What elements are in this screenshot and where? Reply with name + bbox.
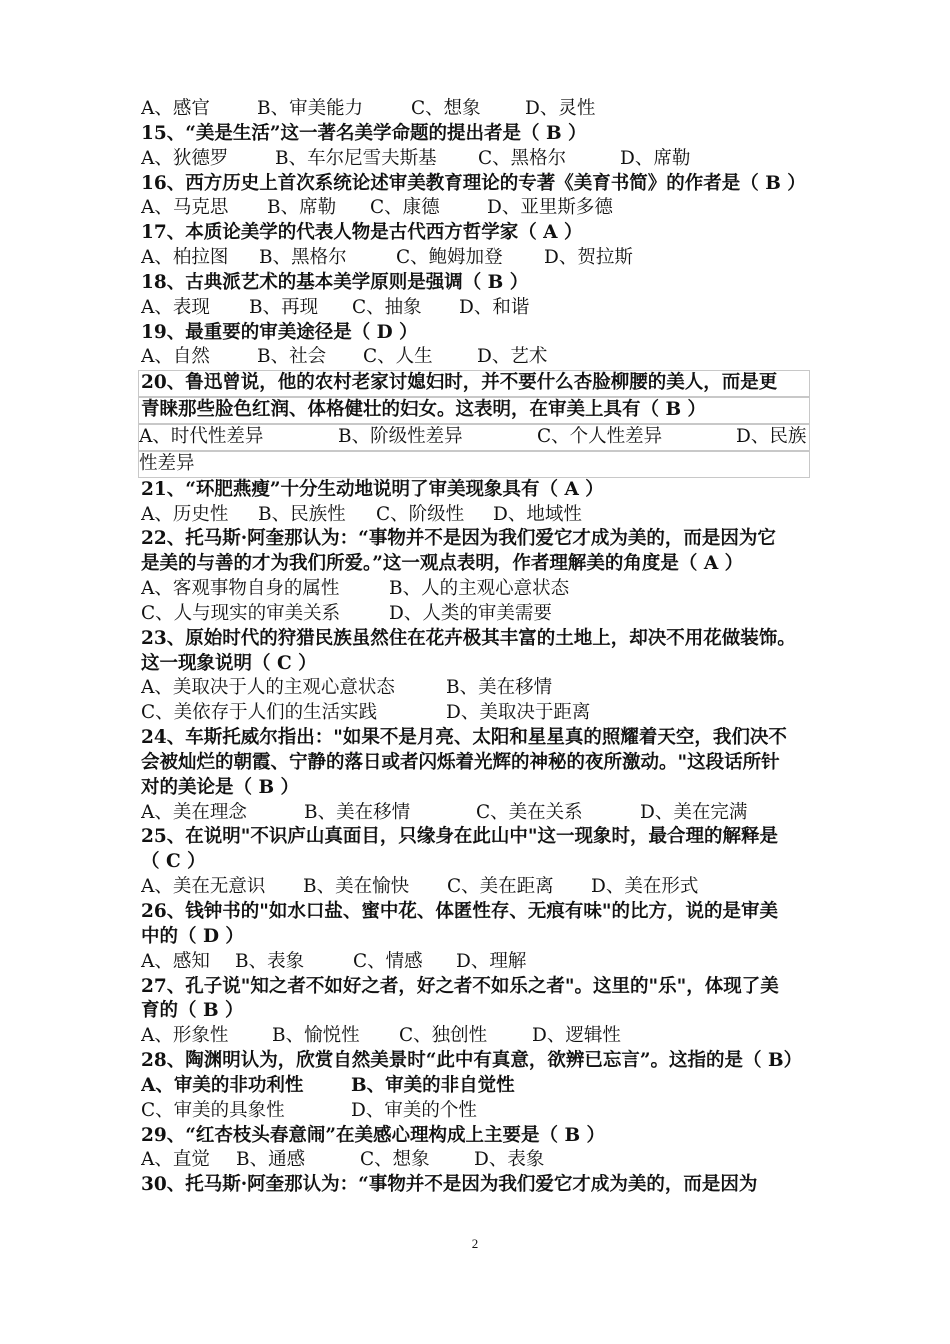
question-text: 27、孔子说"知之者不如好之者，好之者不如乐之者"。这里的"乐"，体现了美 [141, 975, 779, 997]
option-item: D、理解 [456, 950, 527, 972]
question-text: 18、古典派艺术的基本美学原则是强调（ B ） [141, 271, 529, 293]
option-item: D、美在完满 [640, 801, 748, 823]
options-line [141, 503, 816, 528]
options-line [141, 246, 816, 271]
option-item: C、美依存于人们的生活实践 [141, 702, 378, 724]
options-line [138, 451, 810, 478]
page-number: 2 [471, 1236, 479, 1251]
question-text: 23、原始时代的狩猎民族虽然住在花卉极其丰富的土地上，却决不用花做装饰。 [141, 627, 796, 649]
option-item: B、表象 [235, 950, 305, 972]
option-item: C、人生 [363, 346, 433, 368]
option-item: B、审美能力 [257, 98, 364, 119]
question-text: 中的（ D ） [141, 925, 244, 947]
option-item: A、自然 [141, 346, 210, 368]
option-item: A、美在无意识 [141, 876, 266, 898]
question-text: 是美的与善的才为我们所爱。”这一观点表明，作者理解美的角度是（ A ） [141, 553, 744, 575]
option-item: D、美取决于距离 [446, 702, 591, 724]
option-item: D、美在形式 [591, 876, 699, 898]
options-line [138, 424, 810, 451]
option-item: B、通感 [236, 1149, 306, 1171]
option-item: B、黑格尔 [259, 247, 347, 269]
question-text: 25、在说明"不识庐山真面目，只缘身在此山中"这一现象时，最合理的解释是 [141, 826, 779, 848]
question-text: 26、钱钟书的"如水口盐、蜜中花、体匿性存、无痕有味"的比方，说的是审美 [141, 901, 779, 922]
option-item: B、席勒 [267, 197, 337, 219]
question-text: 29、“红杏枝头春意闹”在美感心理构成上主要是（ B ） [141, 1124, 606, 1146]
question-text: 28、陶渊明认为，欣赏自然美景时“此中有真意，欲辨已忘言”。这指的是（ B） [141, 1050, 803, 1072]
option-item: D、地域性 [493, 503, 582, 525]
options-line [141, 1024, 816, 1049]
options-line [141, 1074, 816, 1099]
option-item: A、历史性 [141, 503, 229, 525]
options-line [141, 296, 816, 321]
option-item: D、和谐 [459, 296, 530, 318]
options-line [141, 1148, 816, 1173]
option-item: C、审美的具象性 [141, 1099, 285, 1121]
option-item: D、人类的审美需要 [389, 602, 552, 624]
option-item: C、想象 [411, 98, 481, 119]
option-item: A、客观事物自身的属性 [141, 578, 340, 600]
option-item: A、马克思 [141, 197, 229, 219]
options-line [141, 950, 816, 975]
option-item: D、民族 [736, 425, 807, 447]
option-item: D、审美的个性 [351, 1099, 477, 1121]
options-line [141, 801, 816, 826]
question-text: 19、最重要的审美途径是（ D ） [141, 321, 418, 343]
option-item: B、美在移情 [304, 801, 411, 823]
option-item: C、独创性 [399, 1025, 488, 1047]
options-line [141, 345, 816, 370]
question-text: 16、西方历史上首次系统论述审美教育理论的专著《美育书简》的作者是（ B ） [141, 172, 806, 194]
question-text: 会被灿烂的朝霞、宁静的落日或者闪烁着光辉的神秘的夜所激动。"这段话所针 [141, 751, 780, 773]
question-text: 17、本质论美学的代表人物是古代西方哲学家（ A ） [141, 222, 583, 244]
option-item: C、情感 [353, 950, 423, 972]
question-text: 30、托马斯·阿奎那认为：“事物并不是因为我们爱它才成为美的，而是因为 [141, 1174, 758, 1196]
option-item: A、直觉 [141, 1149, 210, 1171]
question-list [141, 97, 816, 1198]
question-text: 15、“美是生活”这一著名美学命题的提出者是（ B ） [141, 122, 587, 144]
option-item: 性差异 [139, 452, 195, 474]
options-line [141, 875, 816, 900]
option-item: C、鲍姆加登 [396, 247, 503, 269]
option-item: B、愉悦性 [272, 1025, 360, 1047]
options-line [141, 701, 816, 726]
options-line [141, 602, 816, 627]
options-line [141, 1099, 816, 1124]
option-item: B、车尔尼雪夫斯基 [275, 147, 437, 169]
option-item: C、个人性差异 [537, 425, 663, 447]
option-item: B、人的主观心意状态 [389, 578, 570, 600]
options-line [141, 676, 816, 701]
options-line [141, 147, 816, 172]
option-item: A、美在理念 [141, 801, 247, 823]
option-item: D、表象 [474, 1149, 545, 1171]
question-text: （ C ） [141, 851, 206, 873]
option-item: A、表现 [141, 296, 210, 318]
options-line [141, 97, 816, 122]
option-item: A、狄德罗 [141, 147, 229, 169]
option-item: C、黑格尔 [478, 147, 567, 169]
option-item: A、感知 [141, 950, 210, 972]
option-item: A、感官 [141, 98, 210, 119]
question-text: 21、“环肥燕瘦”十分生动地说明了审美现象具有（ A ） [141, 478, 604, 500]
option-item: C、美在关系 [476, 801, 583, 823]
question-text: 24、车斯托威尔指出："如果不是月亮、太阳和星星真的照耀着天空，我们决不 [141, 727, 787, 749]
option-item: D、贺拉斯 [544, 247, 633, 269]
option-item: A、美取决于人的主观心意状态 [141, 677, 395, 699]
option-item: B、民族性 [258, 503, 346, 525]
option-item: A、时代性差异 [139, 425, 264, 447]
option-item: B、社会 [257, 346, 327, 368]
option-item: B、美在愉快 [303, 876, 410, 898]
question-text: 对的美论是（ B ） [141, 776, 300, 798]
option-item: B、阶级性差异 [338, 425, 463, 447]
option-item: B、美在移情 [446, 677, 553, 699]
option-item: C、阶级性 [376, 503, 465, 525]
option-item: C、想象 [360, 1149, 430, 1171]
option-item: D、席勒 [620, 147, 691, 169]
option-item: C、康德 [370, 197, 440, 219]
option-item: A、形象性 [141, 1025, 229, 1047]
question-text: 20、鲁迅曾说，他的农村老家讨媳妇时，并不要什么杏脸柳腰的美人，而是更 [138, 370, 810, 397]
options-line [141, 577, 816, 602]
question-text: 22、托马斯·阿奎那认为：“事物并不是因为我们爱它才成为美的，而是因为它 [141, 528, 776, 550]
question-text: 这一现象说明（ C ） [141, 652, 317, 674]
option-item: D、灵性 [525, 98, 596, 119]
option-item: B、再现 [249, 296, 319, 318]
option-item: A、柏拉图 [141, 247, 229, 269]
question-text: 青睐那些脸色红润、体格健壮的妇女。这表明，在审美上具有（ B ） [138, 397, 810, 424]
option-item: D、亚里斯多德 [487, 197, 613, 219]
option-item: A、审美的非功利性 [141, 1074, 304, 1096]
option-item: C、抽象 [352, 296, 422, 318]
option-item: C、美在距离 [447, 876, 554, 898]
option-item: B、审美的非自觉性 [351, 1074, 515, 1096]
option-item: D、逻辑性 [532, 1025, 621, 1047]
question-text: 育的（ B ） [141, 1000, 244, 1022]
option-item: D、艺术 [477, 346, 548, 368]
option-item: C、人与现实的审美关系 [141, 602, 341, 624]
options-line [141, 196, 816, 221]
